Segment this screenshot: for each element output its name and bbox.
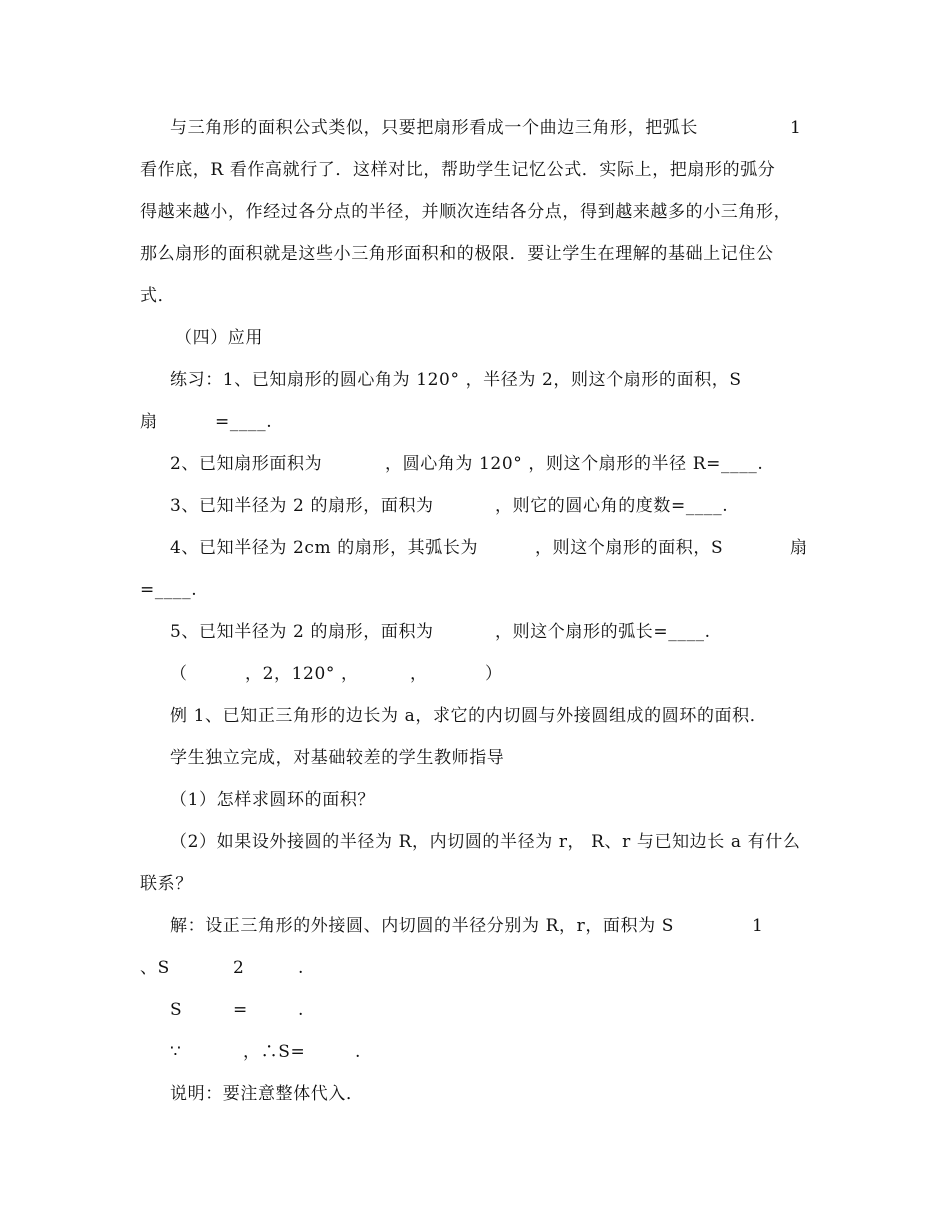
- text-line: .: [355, 1042, 362, 1062]
- text-line: （四）应用: [175, 328, 263, 348]
- text-line: ，圆心角为 120° ，则这个扇形的半径 R=____.: [385, 454, 764, 474]
- text-line: =____.: [140, 580, 198, 600]
- text-line: 联系？: [140, 874, 193, 894]
- text-line: 3、已知半径为 2 的扇形，面积为: [170, 496, 434, 516]
- text-line: 、S: [140, 958, 170, 978]
- text-line: ，: [410, 664, 428, 684]
- text-line: 那么扇形的面积就是这些小三角形面积和的极限．要让学生在理解的基础上记住公: [140, 244, 774, 264]
- text-line: =: [233, 1000, 248, 1020]
- text-line: 看作底，R 看作高就行了．这样对比，帮助学生记忆公式．实际上，把扇形的弧分: [140, 160, 776, 180]
- text-line: 2、已知扇形面积为: [170, 454, 323, 474]
- text-line: 练习：1、已知扇形的圆心角为 120° ，半径为 2，则这个扇形的面积，S: [170, 370, 742, 390]
- text-line: 扇: [790, 538, 808, 558]
- text-line: ，2，120° ，: [245, 664, 359, 684]
- text-line: 2: [233, 958, 245, 978]
- text-line: （: [170, 664, 188, 684]
- text-line: .: [298, 1000, 305, 1020]
- text-line: ，则这个扇形的面积，S: [535, 538, 724, 558]
- text-line: ）: [485, 664, 503, 684]
- text-line: 扇: [140, 412, 158, 432]
- text-line: 学生独立完成，对基础较差的学生教师指导: [170, 748, 505, 768]
- text-line: （1）怎样求圆环的面积？: [170, 790, 376, 810]
- text-line: .: [298, 958, 305, 978]
- text-line: ，则这个扇形的弧长=____.: [495, 622, 711, 642]
- text-line: 例 1、已知正三角形的边长为 a，求它的内切圆与外接圆组成的圆环的面积．: [170, 706, 768, 726]
- text-line: 1: [790, 118, 802, 138]
- text-line: 式．: [140, 286, 176, 306]
- text-line: 说明：要注意整体代入．: [170, 1084, 364, 1104]
- text-line: 1: [752, 916, 764, 936]
- text-line: =____.: [215, 412, 273, 432]
- text-line: 得越来越小，作经过各分点的半径，并顺次连结各分点，得到越来越多的小三角形，: [140, 202, 792, 222]
- text-line: 4、已知半径为 2cm 的扇形，其弧长为: [170, 538, 479, 558]
- text-line: S: [170, 1000, 183, 1020]
- text-line: ，∴S=: [243, 1042, 306, 1062]
- text-line: （2）如果设外接圆的半径为 R，内切圆的半径为 r， R、r 与已知边长 a 有什么: [170, 832, 801, 852]
- text-line: 与三角形的面积公式类似，只要把扇形看成一个曲边三角形，把弧长: [170, 118, 698, 138]
- text-line: 解：设正三角形的外接圆、内切圆的半径分别为 R，r，面积为 S: [170, 916, 674, 936]
- text-line: ，则它的圆心角的度数=____.: [495, 496, 729, 516]
- text-line: ∵: [170, 1042, 182, 1062]
- text-line: 5、已知半径为 2 的扇形，面积为: [170, 622, 434, 642]
